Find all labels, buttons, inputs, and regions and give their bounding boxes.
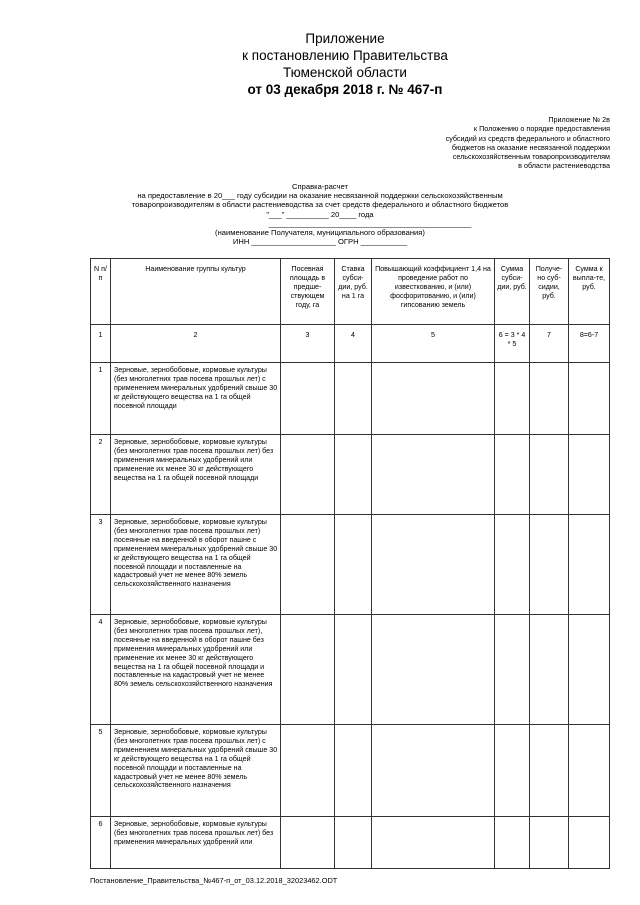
row-crop-group: Зерновые, зернобобовые, кормовые культуры (без многолетних трав посева прошлых лет) без применения минеральных удобрений или применение их менее 30 кг действующего вещества на 1 га общей посевной площади — [111, 435, 281, 515]
table-row — [91, 435, 610, 515]
header-line-2: к постановлению Правительства — [242, 48, 448, 63]
appendix-line: бюджетов на оказание несвязанной поддержки — [451, 142, 610, 152]
row-crop-group: Зерновые, зернобобовые, кормовые культуры (без многолетних трав посева прошлых лет) с применением минеральных удобрений свыше 30 кг действующего вещества на 1 га общей посевной площади — [111, 363, 281, 435]
column-number: 4 — [335, 325, 372, 363]
column-number: 8=6-7 — [569, 325, 610, 363]
column-number: 5 — [372, 325, 495, 363]
spravka-inn-ogrn: ИНН ____________________ ОГРН ___________ — [232, 237, 408, 247]
spravka-date-line: "___" __________ 20____ года — [266, 209, 374, 219]
empty-cell — [281, 817, 335, 869]
empty-cell — [495, 435, 530, 515]
empty-cell — [530, 515, 569, 615]
table-row — [91, 725, 610, 817]
header-cell: Получе-но суб-сидии, руб. — [530, 259, 569, 325]
spravka-line: товаропроизводителям в области растениеводства за счет средств федерального и областного бюджетов — [131, 200, 509, 210]
empty-cell — [495, 363, 530, 435]
empty-cell — [281, 515, 335, 615]
empty-cell — [335, 615, 372, 725]
empty-cell — [335, 435, 372, 515]
spravka-name-caption: (наименование Получателя, муниципального образования) — [215, 228, 425, 238]
spravka-line: на предоставление в 20___ году субсидии на оказание несвязанной поддержки сельскохозяйственным — [137, 191, 503, 201]
header-cell: Ставка субси-дии, руб. на 1 га — [335, 259, 372, 325]
empty-cell — [569, 725, 610, 817]
empty-cell — [530, 817, 569, 869]
column-number: 3 — [281, 325, 335, 363]
column-number: 7 — [530, 325, 569, 363]
spravka-name-blank: ________________________________________________ — [268, 218, 472, 228]
header-cell: N п/п — [91, 259, 111, 325]
table-header-row — [91, 259, 610, 325]
row-crop-group: Зерновые, зернобобовые, кормовые культуры (без многолетних трав посева прошлых лет) с применением минеральных удобрений свыше 30 кг действующего вещества на 1 га общей посевной площади и поставленные на кадастровый учет не менее 80% земель сельскохозяйственного назначения — [111, 725, 281, 817]
empty-cell — [569, 435, 610, 515]
subsidy-table — [90, 258, 610, 869]
spravka-block — [0, 182, 640, 246]
header-cell: Посевная площадь в предше-ствующем году, га — [281, 259, 335, 325]
empty-cell — [372, 615, 495, 725]
empty-cell — [281, 435, 335, 515]
document-header — [215, 30, 475, 98]
empty-cell — [281, 615, 335, 725]
header-line-3: Тюменской области — [283, 65, 407, 80]
row-number: 4 — [91, 615, 111, 725]
spravka-title: Справка-расчет — [292, 182, 348, 191]
empty-cell — [495, 817, 530, 869]
table-row — [91, 615, 610, 725]
empty-cell — [372, 817, 495, 869]
empty-cell — [281, 725, 335, 817]
empty-cell — [495, 515, 530, 615]
empty-cell — [372, 363, 495, 435]
appendix-line: в области растениеводства — [518, 161, 610, 171]
row-number: 1 — [91, 363, 111, 435]
header-date-number: от 03 декабря 2018 г. № 467-п — [247, 82, 443, 97]
header-cell: Наименование группы культур — [111, 259, 281, 325]
table-number-row — [91, 325, 610, 363]
row-crop-group: Зерновые, зернобобовые, кормовые культуры (без многолетних трав посева прошлых лет) посеянные на введенной в оборот пашне с применением минеральных удобрений свыше 30 кг действующего вещества на 1 га общей посевной площади и поставленные на кадастровый учет не менее 80% земель сельскохозяйственного назначения — [111, 515, 281, 615]
empty-cell — [335, 515, 372, 615]
row-crop-group: Зерновые, зернобобовые, кормовые культуры (без многолетних трав посева прошлых лет), посеянные на введенной в оборот пашне без применения минеральных удобрений или применение их менее 30 кг действующего вещества на 1 га общей посевной площади и поставленные на кадастровый учет не менее 80% земель сельскохозяйственного назначения — [111, 615, 281, 725]
empty-cell — [530, 435, 569, 515]
column-number: 1 — [91, 325, 111, 363]
header-cell: Сумма к выпла-те, руб. — [569, 259, 610, 325]
row-crop-group: Зерновые, зернобобовые, кормовые культуры (без многолетних трав посева прошлых лет) без применения минеральных удобрений или — [111, 817, 281, 869]
appendix-line: сельскохозяйственным товаропроизводителям — [452, 152, 610, 162]
header-cell: Сумма субси-дии, руб. — [495, 259, 530, 325]
header-cell: Повышающий коэффициент 1,4 на проведение работ по известкованию, и (или) фосфоритованию, и (или) гипсованию земель — [372, 259, 495, 325]
empty-cell — [372, 435, 495, 515]
empty-cell — [335, 363, 372, 435]
empty-cell — [372, 725, 495, 817]
header-line-1: Приложение — [305, 31, 385, 46]
column-number: 2 — [111, 325, 281, 363]
table-row — [91, 363, 610, 435]
row-number: 5 — [91, 725, 111, 817]
empty-cell — [495, 615, 530, 725]
row-number: 2 — [91, 435, 111, 515]
empty-cell — [335, 817, 372, 869]
empty-cell — [372, 515, 495, 615]
row-number: 6 — [91, 817, 111, 869]
appendix-reference — [380, 115, 610, 171]
empty-cell — [495, 725, 530, 817]
table-row — [91, 817, 610, 869]
table-row — [91, 515, 610, 615]
empty-cell — [569, 515, 610, 615]
empty-cell — [569, 817, 610, 869]
appendix-line: к Положению о порядке предоставления — [473, 124, 610, 134]
document-footer-filename: Постановление_Правительства_№467-п_от_03.12.2018_32023462.ODT — [90, 876, 338, 885]
empty-cell — [281, 363, 335, 435]
empty-cell — [569, 363, 610, 435]
row-number: 3 — [91, 515, 111, 615]
empty-cell — [335, 725, 372, 817]
column-number: 6 = 3 * 4 * 5 — [495, 325, 530, 363]
empty-cell — [569, 615, 610, 725]
appendix-line: Приложение № 2в — [548, 115, 610, 124]
appendix-line: субсидий из средств федерального и областного — [445, 133, 610, 143]
empty-cell — [530, 725, 569, 817]
empty-cell — [530, 615, 569, 725]
empty-cell — [530, 363, 569, 435]
